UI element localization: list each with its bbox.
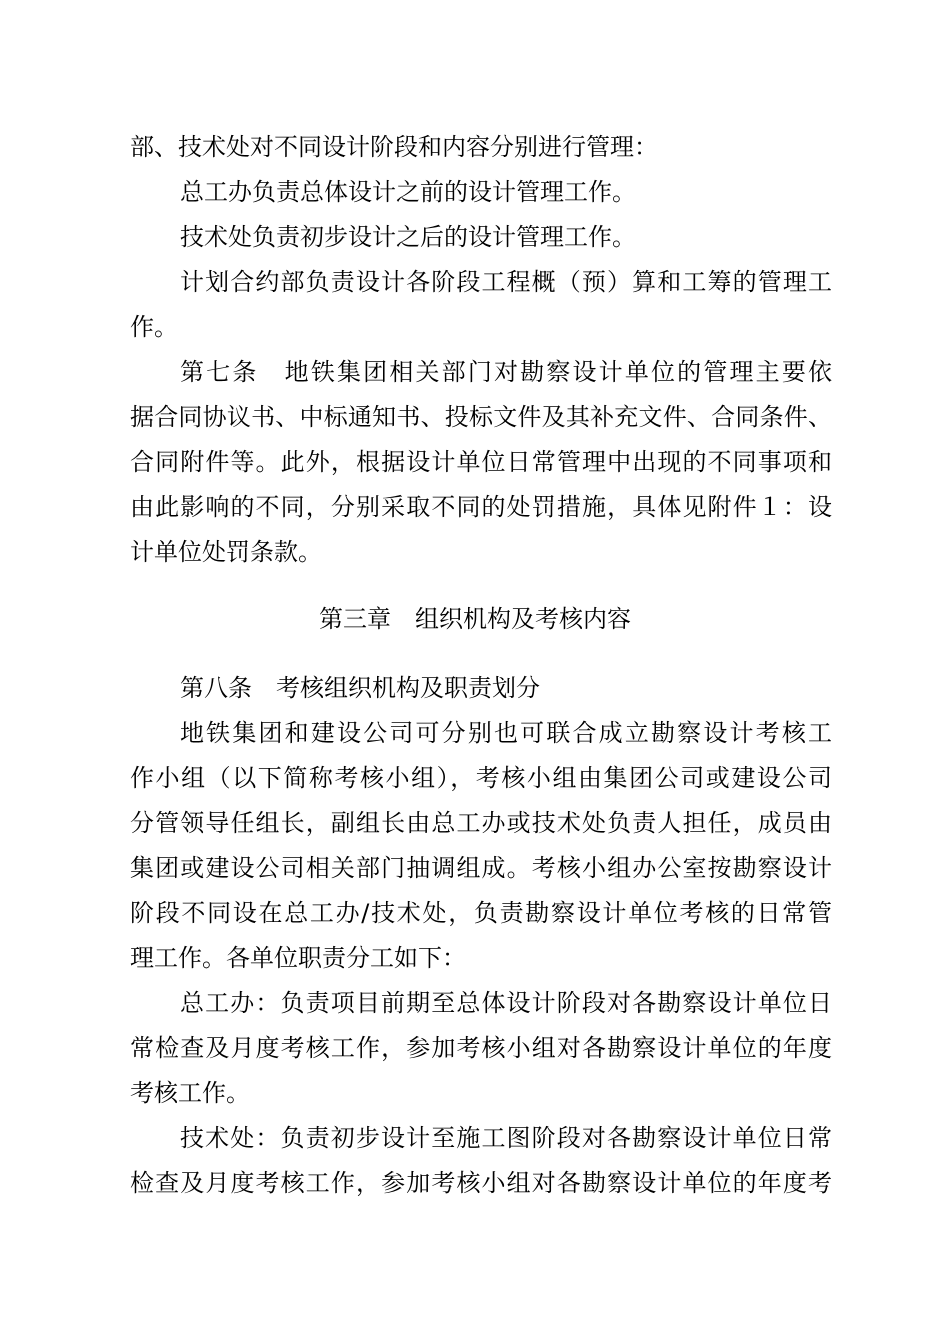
text-line: 地铁集团和建设公司可分别也可联合成立勘察设计考核工 bbox=[180, 719, 832, 747]
article-8-heading: 第八条 考核组织机构及职责划分 bbox=[180, 674, 540, 702]
text-line: 作小组（以下简称考核小组），考核小组由集团公司或建设公司 bbox=[130, 764, 832, 792]
text-line: 检查及月度考核工作，参加考核小组对各勘察设计单位的年度考 bbox=[130, 1169, 832, 1197]
text-line: 常检查及月度考核工作，参加考核小组对各勘察设计单位的年度 bbox=[130, 1034, 832, 1062]
text-line: 技术处：负责初步设计至施工图阶段对各勘察设计单位日常 bbox=[180, 1124, 832, 1152]
text-line: 合同附件等。此外，根据设计单位日常管理中出现的不同事项和 bbox=[130, 448, 832, 476]
text-line: 由此影响的不同，分别采取不同的处罚措施，具体见附件１：设 bbox=[130, 493, 832, 521]
text-line: 技术处负责初步设计之后的设计管理工作。 bbox=[180, 223, 636, 251]
text-line: 总工办负责总体设计之前的设计管理工作。 bbox=[180, 178, 636, 206]
text-line: 分管领导任组长，副组长由总工办或技术处负责人担任，成员由 bbox=[130, 809, 832, 837]
text-line: 阶段不同设在总工办/技术处，负责勘察设计单位考核的日常管 bbox=[130, 899, 832, 927]
text-line: 考核工作。 bbox=[130, 1079, 250, 1107]
text-line: 理工作。各单位职责分工如下： bbox=[130, 944, 466, 972]
text-line: 集团或建设公司相关部门抽调组成。考核小组办公室按勘察设计 bbox=[130, 854, 832, 882]
text-line: 计划合约部负责设计各阶段工程概（预）算和工筹的管理工 bbox=[180, 268, 832, 296]
text-line: 计单位处罚条款。 bbox=[130, 538, 322, 566]
text-line: 总工办：负责项目前期至总体设计阶段对各勘察设计单位日 bbox=[180, 989, 832, 1017]
text-line: 作。 bbox=[130, 313, 178, 341]
text-line: 部、技术处对不同设计阶段和内容分别进行管理： bbox=[130, 133, 658, 161]
text-line: 据合同协议书、中标通知书、投标文件及其补充文件、合同条件、 bbox=[130, 403, 832, 431]
article-7-line: 第七条 地铁集团相关部门对勘察设计单位的管理主要依 bbox=[180, 358, 832, 386]
chapter-heading: 第三章 组织机构及考核内容 bbox=[319, 605, 631, 633]
